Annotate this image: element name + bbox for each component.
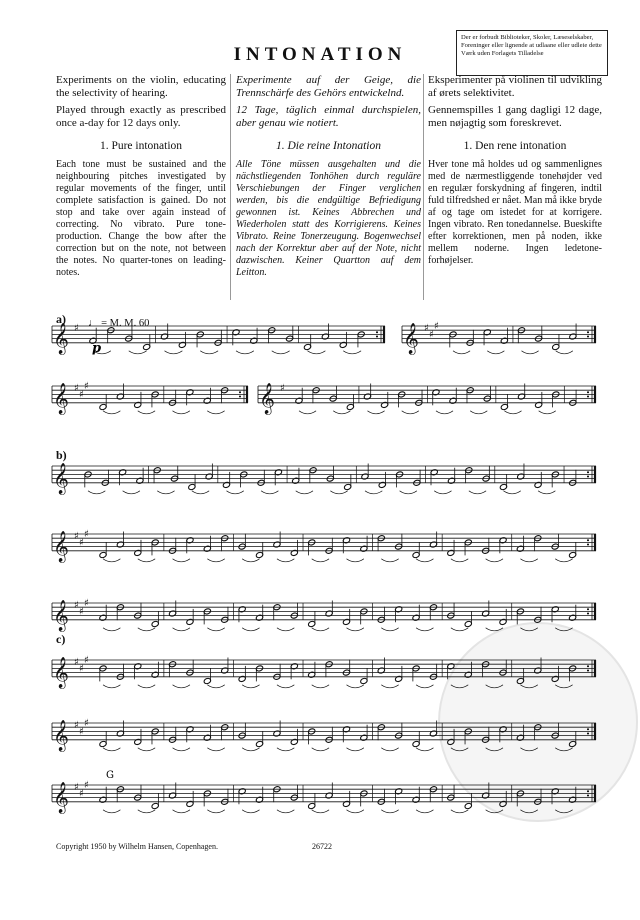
slur: [192, 491, 209, 494]
slur: [520, 685, 537, 688]
slur: [365, 491, 382, 494]
slur: [242, 685, 259, 688]
slur: [207, 411, 224, 414]
slur: [103, 559, 120, 562]
key-signature-sharp: ♯: [74, 600, 79, 612]
string-marking: G: [106, 770, 114, 781]
slur: [486, 685, 503, 688]
slur: [539, 411, 556, 414]
key-signature-sharp: ♯: [79, 726, 84, 738]
slur: [123, 491, 140, 494]
slur: [486, 628, 503, 631]
slur: [381, 559, 398, 562]
repeat-dot: [376, 331, 378, 333]
slur: [486, 559, 503, 562]
slur: [299, 411, 316, 414]
english-body: Each tone must be sustained and the neighbouring pitches investigated by regular movements of the finger, until complete satisfaction is gained. Do not stop and take over again instead of correcting. No vibrato. Pure tone-production. Change the bow after the correction but on the note, not between the notes. No quarter-tones on leading-notes.: [56, 159, 226, 278]
repeat-dot: [587, 391, 589, 393]
slur: [173, 810, 190, 813]
slur: [330, 491, 347, 494]
slur: [138, 411, 155, 414]
slur: [312, 748, 329, 751]
slur: [520, 559, 537, 562]
slur: [347, 810, 364, 813]
treble-clef: 𝄞: [53, 781, 69, 813]
key-signature-sharp: ♯: [84, 654, 89, 666]
slur: [555, 748, 572, 751]
slur: [416, 628, 433, 631]
slur: [451, 685, 468, 688]
copyright-notice-box: Der er forbudt Biblioteker, Skoler, Læseselskaber, Foreninger eller lignende at udlaane eller udleie dette Værk uden Forlagets Tilladelse: [456, 30, 608, 76]
key-signature-sharp: ♯: [84, 597, 89, 609]
treble-clef: 𝄞: [53, 530, 69, 562]
slur: [207, 685, 224, 688]
slur: [207, 810, 224, 813]
slur: [416, 559, 433, 562]
slur: [520, 628, 537, 631]
slur: [416, 748, 433, 751]
slur: [503, 491, 520, 494]
section-label-c: c): [56, 632, 66, 646]
slur: [308, 351, 326, 354]
slur: [343, 351, 361, 354]
slur: [416, 810, 433, 813]
slur: [451, 628, 468, 631]
slur: [173, 411, 190, 414]
slur: [416, 685, 433, 688]
german-heading: 1. Die reine Intonation: [276, 140, 381, 152]
treble-clef: 𝄞: [53, 656, 69, 688]
section-label-b: b): [56, 448, 67, 462]
key-signature-sharp: ♯: [74, 657, 79, 669]
key-signature-sharp: ♯: [79, 606, 84, 618]
repeat-dot: [587, 728, 589, 730]
slur: [236, 351, 254, 354]
slur: [207, 559, 224, 562]
slur: [436, 411, 453, 414]
slur: [486, 810, 503, 813]
german-intro-2: 12 Tage, täglich einmal durchspielen, aber genau wie notiert.: [236, 104, 421, 129]
danish-intro-2: Gennemspilles 1 gang dagligi 12 dage, men nøjagtig som foreskrevet.: [428, 104, 602, 129]
danish-body: Hver tone må holdes ud og sammenlignes med de nærmestliggende tonehøjder ved en regulær forskydning af fingeren, indtil fuld tilfredshed er nået. Man må ikke bryde af og tage om istedet for at korrigere. Ingen vibrato. Ren tonedannelse. Bueskifte efter korrektionen, men på noden, ikke mellem noderne. Ingen ledetone-forhøjelser.: [428, 159, 602, 266]
slur: [242, 628, 259, 631]
slur: [451, 810, 468, 813]
repeat-dot: [376, 336, 378, 338]
slur: [173, 685, 190, 688]
tempo-marking: ♩ = M. M. 60: [88, 318, 150, 329]
repeat-dot: [587, 336, 589, 338]
slur: [138, 810, 155, 813]
slur: [347, 628, 364, 631]
slur: [381, 685, 398, 688]
slur: [312, 628, 329, 631]
repeat-dot: [587, 790, 589, 792]
slur: [520, 748, 537, 751]
slur: [88, 491, 105, 494]
slur: [333, 411, 350, 414]
slur: [555, 685, 572, 688]
slur: [381, 748, 398, 751]
slur: [381, 628, 398, 631]
slur: [487, 351, 504, 354]
repeat-dot: [587, 331, 589, 333]
slur: [207, 748, 224, 751]
key-signature-sharp: ♯: [79, 663, 84, 675]
slur: [277, 559, 294, 562]
slur: [470, 411, 487, 414]
slur: [453, 351, 470, 354]
treble-clef: 𝄞: [403, 322, 419, 354]
english-intro-1: Experiments on the violin, educating the selectivity of hearing.: [56, 74, 226, 99]
repeat-dot: [587, 396, 589, 398]
slur: [312, 685, 329, 688]
repeat-dot: [587, 476, 589, 478]
slur: [103, 411, 120, 414]
treble-clef: 𝄞: [53, 382, 69, 414]
key-signature-sharp: ♯: [79, 389, 84, 401]
german-intro-1: Experimente auf der Geige, die Trennschärfe des Gehörs entwickelnd.: [236, 74, 421, 99]
treble-clef: 𝄞: [53, 322, 69, 354]
key-signature-sharp: ♯: [74, 383, 79, 395]
slur: [296, 491, 313, 494]
treble-clef: 𝄞: [259, 382, 275, 414]
slur: [367, 411, 384, 414]
slur: [103, 685, 120, 688]
german-body: Alle Töne müssen ausgehalten und die nächstliegenden Tonhöhen durch reguläre Verschiebungen der Finger verglichen werden, bis die endgültige Befriedigung gewonnen ist. Keines Abbrechen und Wiederholen statt des Korrigierens. Keines Vibrato. Reine Tonerzeugung. Bogenwechsel nach der Korrektur aber auf der Note, nicht dazwischen. Keiner Quartton auf dem Leitton.: [236, 159, 421, 278]
key-signature-sharp: ♯: [280, 383, 285, 395]
slur: [504, 411, 521, 414]
slur: [138, 748, 155, 751]
slur: [138, 559, 155, 562]
page-title: INTONATION: [233, 44, 407, 65]
key-signature-sharp: ♯: [84, 528, 89, 540]
slur: [138, 685, 155, 688]
slur: [451, 559, 468, 562]
slur: [538, 491, 555, 494]
slur: [173, 559, 190, 562]
repeat-dot: [239, 391, 241, 393]
slur: [312, 810, 329, 813]
slur: [347, 559, 364, 562]
slur: [469, 491, 486, 494]
slur: [207, 628, 224, 631]
key-signature-sharp: ♯: [429, 329, 434, 341]
treble-clef: 𝄞: [53, 462, 69, 494]
slur: [226, 491, 243, 494]
repeat-dot: [587, 613, 589, 615]
dynamic-marking: p: [92, 341, 102, 356]
slur: [381, 810, 398, 813]
slur: [103, 810, 120, 813]
key-signature-sharp: ♯: [74, 531, 79, 543]
plate-number: 26722: [312, 842, 332, 851]
repeat-dot: [587, 733, 589, 735]
key-signature-sharp: ♯: [74, 782, 79, 794]
slur: [402, 411, 419, 414]
repeat-dot: [587, 795, 589, 797]
key-signature-sharp: ♯: [434, 320, 439, 332]
treble-clef: 𝄞: [53, 719, 69, 751]
slur: [173, 628, 190, 631]
slur: [555, 628, 572, 631]
copyright-line: Copyright 1950 by Wilhelm Hansen, Copenhagen.: [56, 842, 218, 851]
key-signature-sharp: ♯: [84, 717, 89, 729]
repeat-dot: [587, 608, 589, 610]
slur: [129, 351, 147, 354]
repeat-dot: [587, 544, 589, 546]
danish-heading: 1. Den rene intonation: [463, 140, 567, 152]
slur: [261, 491, 278, 494]
slur: [277, 685, 294, 688]
slur: [277, 748, 294, 751]
slur: [486, 748, 503, 751]
slur: [400, 491, 417, 494]
slur: [242, 559, 259, 562]
repeat-dot: [587, 665, 589, 667]
danish-intro-1: Eksperimenter på violinen til udvikling af ørets selektivitet.: [428, 74, 602, 99]
slur: [347, 748, 364, 751]
slur: [157, 491, 174, 494]
key-signature-sharp: ♯: [424, 323, 429, 335]
slur: [556, 351, 573, 354]
slur: [555, 810, 572, 813]
key-signature-sharp: ♯: [74, 323, 79, 335]
slur: [451, 748, 468, 751]
key-signature-sharp: ♯: [74, 720, 79, 732]
repeat-dot: [239, 396, 241, 398]
key-signature-sharp: ♯: [79, 537, 84, 549]
slur: [434, 491, 451, 494]
repeat-dot: [587, 539, 589, 541]
slur: [520, 810, 537, 813]
slur: [242, 748, 259, 751]
key-signature-sharp: ♯: [79, 788, 84, 800]
slur: [242, 810, 259, 813]
slur: [277, 628, 294, 631]
slur: [138, 628, 155, 631]
slur: [103, 628, 120, 631]
slur: [347, 685, 364, 688]
slur: [277, 810, 294, 813]
english-intro-2: Played through exactly as prescribed once a-day for 12 days only.: [56, 104, 226, 129]
slur: [200, 351, 218, 354]
slur: [165, 351, 183, 354]
slur: [103, 748, 120, 751]
treble-clef: 𝄞: [53, 599, 69, 631]
slur: [522, 351, 539, 354]
english-heading: 1. Pure intonation: [99, 140, 183, 152]
slur: [272, 351, 290, 354]
section-label-a: a): [56, 312, 66, 326]
slur: [555, 559, 572, 562]
repeat-dot: [587, 471, 589, 473]
key-signature-sharp: ♯: [84, 380, 89, 392]
slur: [312, 559, 329, 562]
key-signature-sharp: ♯: [84, 779, 89, 791]
repeat-dot: [587, 670, 589, 672]
slur: [173, 748, 190, 751]
